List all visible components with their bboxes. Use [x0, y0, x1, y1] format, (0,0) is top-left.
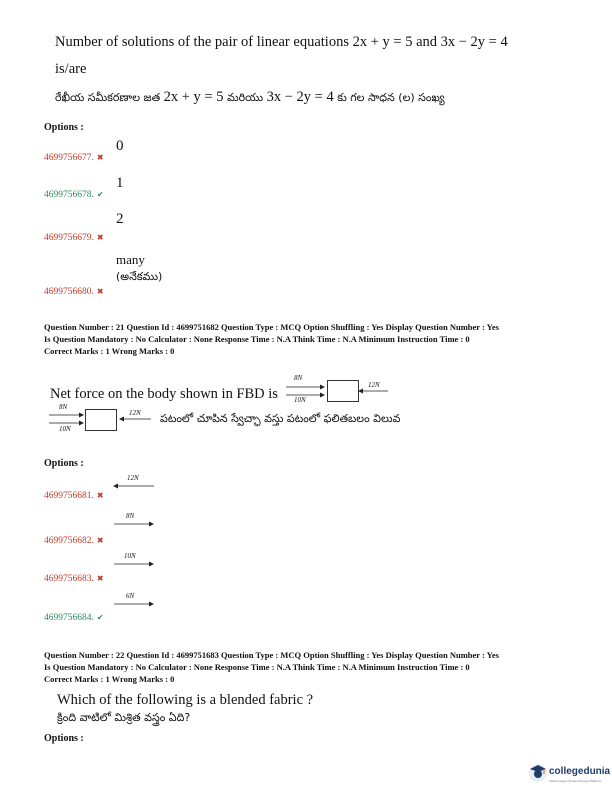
- option-id: 4699756678.: [44, 190, 94, 200]
- fbd-diagram-2: [47, 402, 157, 436]
- fbd-1-top-label: 8N: [294, 374, 303, 382]
- cross-icon: ✖: [96, 491, 104, 500]
- q21-meta-line-1: Question Number : 21 Question Id : 4699751682 Question Type : MCQ Option Shuffling : Yes Display Question Number : Yes: [44, 322, 499, 332]
- q20-option-1-value: 0: [116, 138, 124, 154]
- collegedunia-logo: [528, 761, 612, 789]
- q21-option-1-arrow: [112, 474, 156, 494]
- q20-option-3[interactable]: [44, 227, 104, 245]
- option-id: 4699756684.: [44, 613, 94, 623]
- fbd-diagram-1: [284, 374, 394, 408]
- q21-option-2-arrow: [112, 512, 156, 532]
- fbd-2-bottom-label: 10N: [59, 425, 71, 433]
- cross-icon: ✖: [96, 287, 104, 296]
- check-icon: ✔: [96, 613, 104, 622]
- q20-option-2-value: 1: [116, 175, 124, 191]
- q20-te-part-c: కు గల సాధన (ల) సంఖ్య: [333, 91, 445, 104]
- fbd-2-body-box: [85, 409, 117, 431]
- q20-option-4-value-te: (అనేకము): [116, 270, 163, 283]
- cross-icon: ✖: [96, 536, 104, 545]
- q20-option-2[interactable]: [44, 184, 104, 202]
- fbd-1-bottom-label: 10N: [294, 396, 306, 404]
- force-label: 8N: [126, 512, 135, 520]
- fbd-2-top-label: 8N: [59, 403, 68, 411]
- q20-option-3-value: 2: [116, 211, 124, 227]
- q22-options-label: Options :: [44, 733, 84, 744]
- logo-tagline: India's largest Student Review Platform: [549, 779, 602, 783]
- fbd-2-left-force-label: 12N: [129, 409, 141, 417]
- logo-name: collegedunia: [549, 766, 611, 777]
- option-id: 4699756679.: [44, 233, 94, 243]
- force-label: 6N: [126, 592, 135, 600]
- q21-option-4[interactable]: [44, 607, 104, 625]
- q20-te-eq2: 3x − 2y = 4: [266, 89, 334, 105]
- q21-meta: [44, 321, 574, 357]
- q21-option-1[interactable]: [44, 485, 104, 503]
- q20-text-en-2: is/are: [55, 61, 87, 77]
- option-id: 4699756680.: [44, 287, 94, 297]
- q20-te-part-b: మరియు: [223, 91, 267, 104]
- fbd-1-body-box: [327, 380, 359, 402]
- fbd-1-left-force-label: 12N: [368, 381, 380, 389]
- q20-option-1[interactable]: [44, 147, 104, 165]
- cross-icon: ✖: [96, 233, 104, 242]
- q21-meta-line-2: Is Question Mandatory : No Calculator : None Response Time : N.A Think Time : N.A Minimum Instruction Time : 0: [44, 334, 470, 344]
- q22-text-en: Which of the following is a blended fabric ?: [57, 692, 314, 708]
- q20-option-4[interactable]: [44, 281, 104, 299]
- q22-meta-line-3: Correct Marks : 1 Wrong Marks : 0: [44, 674, 175, 684]
- q20-text-en: Number of solutions of the pair of linear equations 2x + y = 5 and 3x − 2y = 4: [55, 34, 508, 50]
- q20-te-part-a: రేఖీయ సమీకరణాల జత: [55, 91, 164, 104]
- q21-option-3[interactable]: [44, 568, 104, 586]
- q20-options-label: Options :: [44, 122, 84, 133]
- q21-option-4-arrow: [112, 592, 156, 612]
- q21-meta-line-3: Correct Marks : 1 Wrong Marks : 0: [44, 346, 175, 356]
- force-label: 10N: [124, 552, 136, 560]
- q20-te-eq1: 2x + y = 5: [163, 89, 224, 105]
- option-id: 4699756683.: [44, 574, 94, 584]
- q22-meta-line-1: Question Number : 22 Question Id : 4699751683 Question Type : MCQ Option Shuffling : Yes Display Question Number : Yes: [44, 650, 499, 660]
- q22-meta-line-2: Is Question Mandatory : No Calculator : None Response Time : N.A Think Time : N.A Minimum Instruction Time : 0: [44, 662, 470, 672]
- q21-text-te: పటంలో చూపిన స్వేచ్ఛా వస్తు పటంలో ఫలితబలం విలువ: [160, 412, 401, 425]
- q20-option-4-value: many: [116, 252, 145, 267]
- option-id: 4699756682.: [44, 536, 94, 546]
- cross-icon: ✖: [96, 153, 104, 162]
- q21-options-label: Options :: [44, 458, 84, 469]
- cross-icon: ✖: [96, 574, 104, 583]
- check-icon: ✔: [96, 190, 104, 199]
- q21-text-en: Net force on the body shown in FBD is: [50, 386, 278, 402]
- option-id: 4699756677.: [44, 153, 94, 163]
- graduate-cap-icon: [528, 763, 548, 783]
- option-id: 4699756681.: [44, 491, 94, 501]
- q21-option-2[interactable]: [44, 530, 104, 548]
- q20-text-te: [55, 88, 445, 107]
- q22-text-te: క్రింది వాటిలో మిశ్రిత వస్త్రం ఏది?: [57, 711, 191, 724]
- force-label: 12N: [127, 474, 139, 482]
- q22-meta: [44, 649, 574, 685]
- q21-option-3-arrow: [112, 552, 156, 572]
